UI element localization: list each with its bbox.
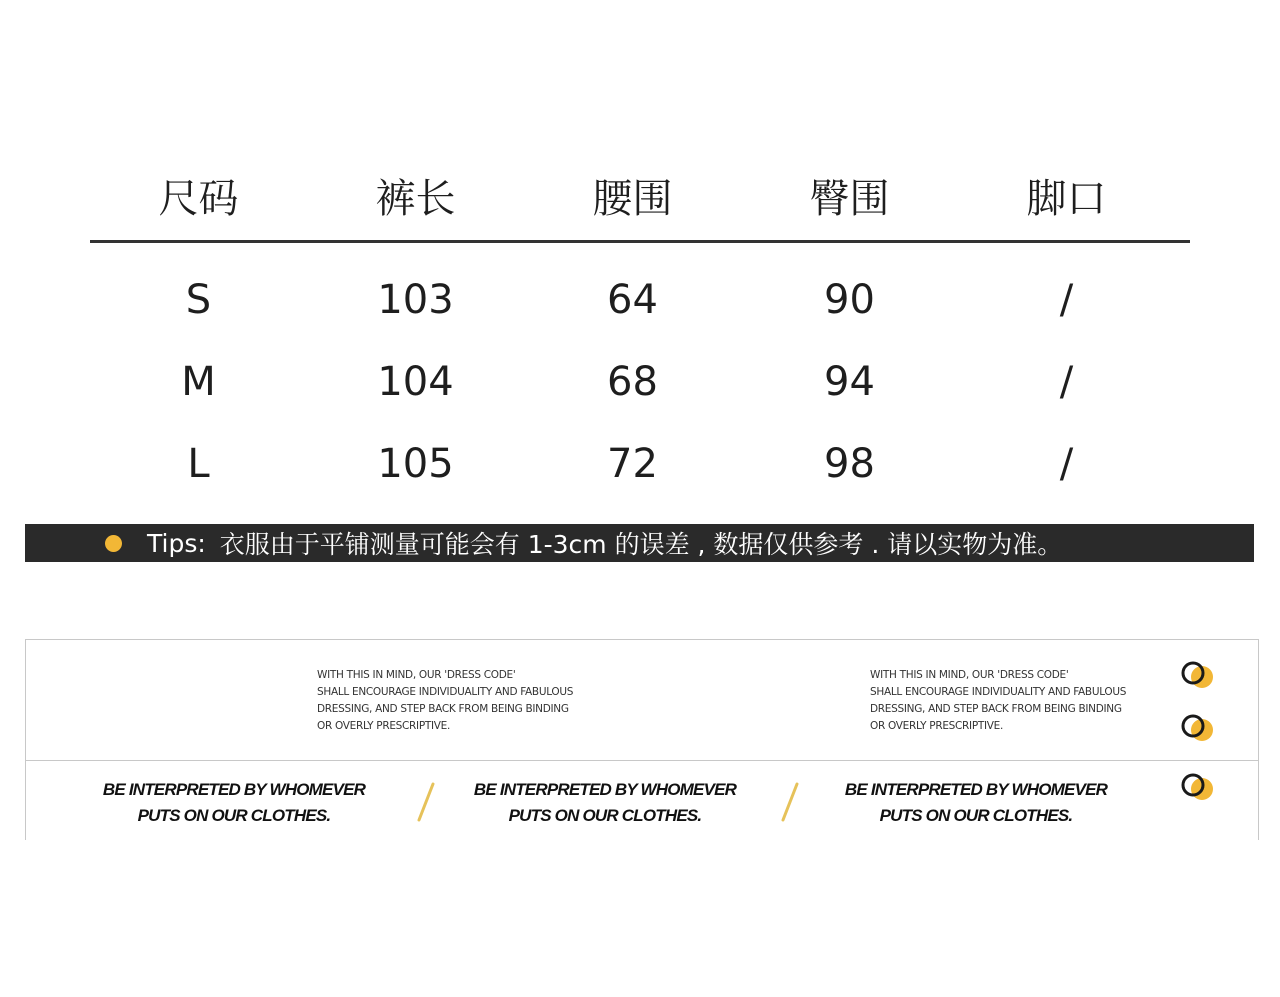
cell-waist: 68 — [607, 359, 658, 405]
header-hip: 臀围 — [809, 175, 890, 222]
slogan-line: PUTS ON OUR CLOTHES. — [879, 806, 1073, 825]
dress-code-line: DRESSING, AND STEP BACK FROM BEING BINDING — [317, 703, 569, 715]
ring-icon — [1178, 658, 1218, 692]
dress-code-line: WITH THIS IN MIND, OUR 'DRESS CODE' — [870, 669, 1069, 681]
slogan-text — [84, 777, 384, 829]
table-row — [90, 259, 1190, 341]
cell-size: M — [181, 359, 216, 405]
tips-label: Tips: — [147, 528, 206, 558]
slash-icon — [777, 780, 801, 826]
dress-code-line: SHALL ENCOURAGE INDIVIDUALITY AND FABULOUS — [870, 686, 1127, 698]
slash-icon — [413, 780, 437, 826]
cell-hip: 90 — [824, 277, 875, 323]
cell-leg-opening: / — [1059, 441, 1074, 487]
dress-code-line: WITH THIS IN MIND, OUR 'DRESS CODE' — [317, 669, 516, 681]
slogan-text — [826, 777, 1126, 829]
header-pants-length: 裤长 — [375, 175, 456, 222]
ring-icon — [1178, 711, 1218, 745]
header-leg-opening: 脚口 — [1026, 175, 1107, 222]
dress-code-line: OR OVERLY PRESCRIPTIVE. — [317, 720, 451, 732]
cell-hip: 98 — [824, 441, 875, 487]
dress-code-line: DRESSING, AND STEP BACK FROM BEING BINDING — [870, 703, 1122, 715]
slogan-line: PUTS ON OUR CLOTHES. — [508, 806, 702, 825]
table-row — [90, 341, 1190, 423]
dress-code-text — [317, 667, 573, 735]
slogan-line: BE INTERPRETED BY WHOMEVER — [473, 780, 737, 799]
slogan-line: PUTS ON OUR CLOTHES. — [137, 806, 331, 825]
cell-pants-length: 103 — [377, 277, 454, 323]
slogan-line: BE INTERPRETED BY WHOMEVER — [102, 780, 366, 799]
header-waist: 腰围 — [592, 175, 673, 222]
cell-leg-opening: / — [1059, 277, 1074, 323]
tips-text: 衣服由于平铺测量可能会有 1-3cm 的误差 , 数据仅供参考 . 请以实物为准。 — [219, 530, 1063, 559]
cell-size: S — [185, 277, 212, 323]
size-chart-table — [90, 150, 1190, 505]
cell-pants-length: 104 — [377, 359, 454, 405]
brand-banner — [25, 639, 1259, 840]
header-size: 尺码 — [158, 175, 239, 222]
cell-leg-opening: / — [1059, 359, 1074, 405]
dress-code-line: SHALL ENCOURAGE INDIVIDUALITY AND FABULOUS — [317, 686, 574, 698]
slogan-line: BE INTERPRETED BY WHOMEVER — [844, 780, 1108, 799]
cell-size: L — [187, 441, 210, 487]
dress-code-line: OR OVERLY PRESCRIPTIVE. — [870, 720, 1004, 732]
cell-waist: 64 — [607, 277, 658, 323]
cell-waist: 72 — [607, 441, 658, 487]
dress-code-text — [870, 667, 1126, 735]
slogan-text — [455, 777, 755, 829]
table-row — [90, 423, 1190, 505]
table-header-row — [90, 150, 1190, 243]
ring-icon — [1178, 770, 1218, 804]
cell-pants-length: 105 — [377, 441, 454, 487]
tips-bar — [25, 524, 1254, 562]
cell-hip: 94 — [824, 359, 875, 405]
bullet-dot-icon — [105, 535, 122, 552]
